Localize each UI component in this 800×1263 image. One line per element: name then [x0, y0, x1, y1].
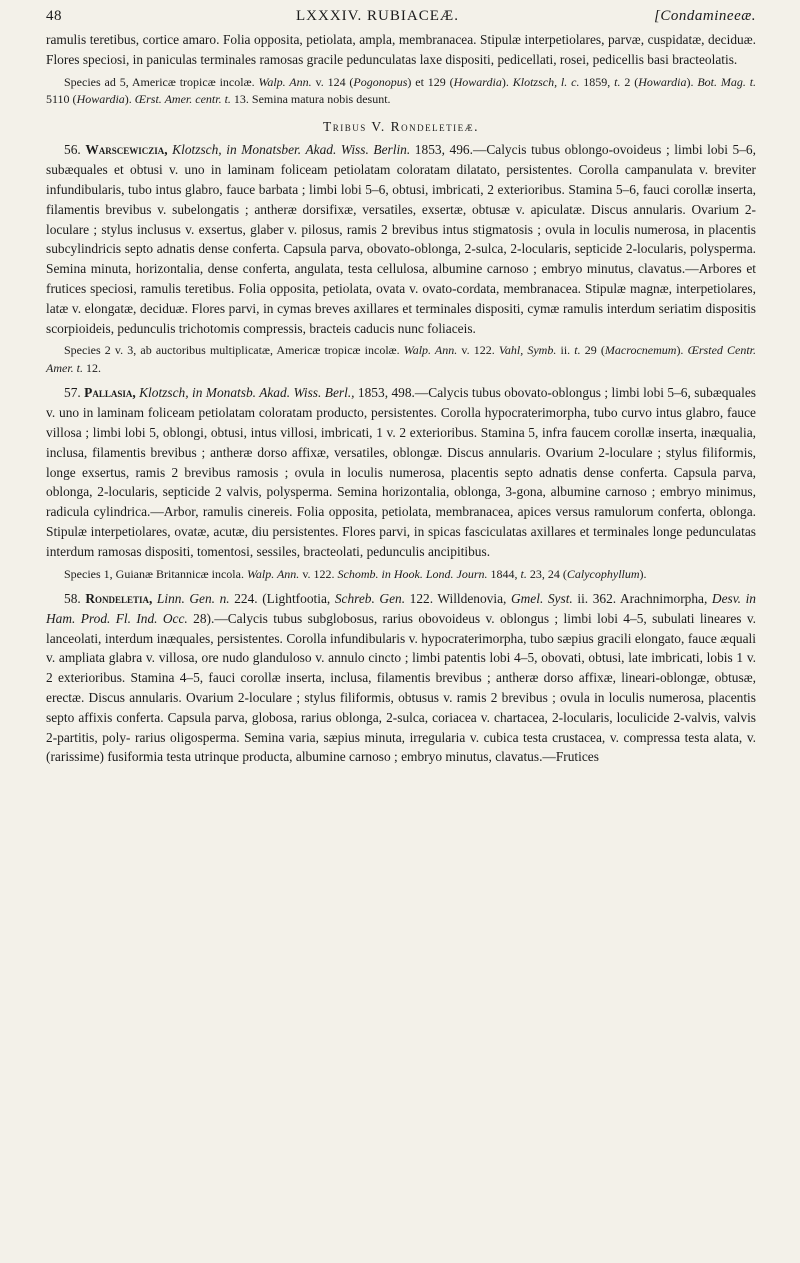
genus-number: 56.	[64, 142, 86, 158]
page-number: 48	[46, 8, 62, 24]
genus-57-pallasia	[46, 383, 756, 561]
genus-description: 1853, 496.—Calycis tubus oblongo-ovoideus ; limbi lobi 5–6, subæquales et obtusi v. uno in laminam foliceam petiolatam coloratam dilatato, persistentes. Corolla campanulata v. breviter infundibularis, tubo intus glabro, fauce barbata ; limbi lobi 5–6, obtusi, imbricati, 2 exterioribus. Stamina 5–6, fauci corollæ inserta, filamentis brevibus v. subelongatis ; antheræ dorsifixæ, versatiles, exsertæ, obtusæ v. apiculatæ. Discus annularis. Ovarium 2-loculare ; stylus inclusus v. exsertus, glaber v. pilosus, ramis 2 brevibus intus stigmatosis ; ovula in loculis numerosa, in placentis subcylindricis septo adnatis dense conferta. Capsula parva, obovato-oblonga, 2-sulca, 2-locularis, septicide 2-locularis, polysperma. Semina minuta, horizontalia, dense conferta, angulata, testa cellulosa, albumine carnoso ; embryo minutus, clavatus.—Arbores et frutices speciosi, ramulis teretibus. Folia opposita, petiolata, ovata v. ovato-cordata, membranacea. Stipulæ magnæ, interpetiolares, latæ v. elongatæ, deciduæ. Flores parvi, in cymas breves axillares et terminales dispositi, cymæ ramulis interdum seriatim dispositis scorpioideis, pedunculis trichotomis compressis, bracteis caducis nunc foliaceis.	[46, 142, 756, 336]
tribe-heading: Tribus V. Rondeletieæ.	[322, 118, 479, 134]
genus-name: Pallasia,	[84, 385, 136, 401]
genus-authority: Klotzsch, in Monatsb. Akad. Wiss. Berl.,	[135, 385, 355, 401]
genus-number: 58.	[64, 591, 86, 607]
genus-58-rondeletia: 58. Rondeletia, Linn. Gen. n. 224. (Lightfootia, Schreb. Gen. 122. Willdenovia, Gmel. Syst. ii. 362. Arachnimorpha, Desv. in Ham. Prod. Fl. Ind. Occ. 28).—Calycis tubus subglobosus, rarius obovoideus v. oblongus ; limbi lobi 4–5, subulati lineares v. lanceolati, interdum inæquales, persistentes. Corolla infundibularis v. hypocraterimorpha, tubo sæpius gracili elongato, fauce æquali v. ampliata glabra v. villosa, ore nudo glanduloso v. annulo cincto ; limbi patentis lobi 4–5, obovati, obtusi, late imbricati, lobis 1 v. 2 exterioribus. Stamina 4–5, fauci corollæ inserta, inclusa, filamentis brevibus ; antheræ dorso affixæ, lineari-oblongæ, obtusæ, erectæ. Discus annularis. Ovarium 2-loculare ; stylus filiformis, obtusus v. ramis 2 brevibus ; ovula in loculis numerosa, placentis septo affixis conferta. Capsula parva, globosa, rarius oblonga, 2-sulca, coriacea v. chartacea, 2-locularis, loculicide 2-valvis, valvis 2-partitis, poly- rarius oligosperma. Semina varia, sæpius minuta, irregularia v. cubica testa crustacea, v. compressa testa alata, v. (rarissime) fusiformia testa utrinque producta, albumine carnoso ; embryo minutus, clavatus.—Frutices	[46, 591, 757, 765]
paragraph-continuation: ramulis teretibus, cortice amaro. Folia opposita, petiolata, ampla, membranacea. Stipulæ interpetiolares, parvæ, cuspidatæ, deciduæ. Flores speciosi, in paniculas terminales ramosas gracile pedunculatas laxe dispositi, pedicellati, rosei, pedicellis basi bracteolatis.	[46, 32, 756, 67]
species-note-howardia: Species ad 5, Americæ tropicæ incolæ. Walp. Ann. v. 124 (Pogonopus) et 129 (Howardia). Klotzsch, l. c. 1859, t. 2 (Howardia). Bot. Mag. t. 5110 (Howardia). Œrst. Amer. centr. t. 13. Semina matura nobis desunt.	[46, 74, 757, 107]
genus-name: Rondeletia,	[85, 591, 153, 607]
genus-name: Warscewiczia,	[85, 142, 168, 158]
genus-authority: Klotzsch, in Monatsber. Akad. Wiss. Berlin.	[167, 142, 411, 158]
genus-56-warscewiczia	[46, 140, 756, 338]
species-note-warscewiczia: Species 2 v. 3, ab auctoribus multiplicatæ, Americæ tropicæ incolæ. Walp. Ann. v. 122. Vahl, Symb. ii. t. 29 (Macrocnemum). Œrsted Centr. Amer. t. 12.	[46, 343, 757, 375]
genus-description: 1853, 498.—Calycis tubus obovato-oblongus ; limbi lobi 5–6, subæquales v. uno in laminam foliceam petiolatam coloratam producto, persistentes. Corolla hypocraterimorpha, tubo curvo intus glabro, fauce villosa ; limbi lobi 5, oblongi, obtusi, intus villosi, imbricati, 1 v. 2 exterioribus. Stamina 5, infra faucem corollæ inserta, inæqualia, inclusa, filamentis brevibus ; antheræ dorso affixæ, versatiles, oblongæ. Discus annularis. Ovarium 2-loculare ; stylus filiformis, longe exsertus, ramis 2 brevibus ramosis ; ovula in loculis numerosa, placentis septo adnatis dense conferta. Capsula parva, oblonga, 2-locularis, septicide 2 valvis, polysperma. Semina horizontalia, oblonga, 3-gona, albumine carnoso ; embryo minimus, radicula cylindrica.—Arbor, ramulis cinereis. Folia opposita, petiolata, membranacea, apices versus ramulorum conferta, oblonga. Stipulæ interpetiolares, ovatæ, acutæ, diu persistentes. Flores parvi, in spicas fasciculatas axillares et terminales longe pedunculatas interdum ramosas dispositi, tomentosi, sessiles, bracteolati, pedunculis ancipitibus.	[46, 385, 757, 559]
page-header	[46, 4, 756, 30]
genus-authority: Linn. Gen. n.	[152, 591, 230, 607]
book-page	[46, 0, 756, 767]
page-body	[46, 30, 756, 767]
section-label: [Condamineeæ.	[654, 8, 756, 24]
genus-description: 28).—Calycis tubus subglobosus, rarius obovoideus v. oblongus ; limbi lobi 4–5, subulati lineares v. lanceolati, interdum inæquales, persistentes. Corolla infundibularis v. hypocraterimorpha, tubo sæpius gracili elongato, fauce æquali v. ampliata glabra v. villosa, ore nudo glanduloso v. annulo cincto ; limbi patentis lobi 4–5, obovati, obtusi, late imbricati, lobis 1 v. 2 exterioribus. Stamina 4–5, fauci corollæ inserta, inclusa, filamentis brevibus ; antheræ dorso affixæ, lineari-oblongæ, obtusæ, erectæ. Discus annularis. Ovarium 2-loculare ; stylus filiformis, obtusus v. ramis 2 brevibus ; ovula in loculis numerosa, placentis septo affixis conferta. Capsula parva, globosa, rarius oblonga, 2-sulca, coriacea v. chartacea, 2-locularis, loculicide 2-valvis, valvis 2-partitis, poly- rarius oligosperma. Semina varia, sæpius minuta, irregularia v. cubica testa crustacea, v. compressa testa alata, v. (rarissime) fusiformia testa utrinque producta, albumine carnoso ; embryo minutus, clavatus.—Frutices	[46, 610, 756, 765]
species-note-pallasia: Species 1, Guianæ Britannicæ incola. Walp. Ann. v. 122. Schomb. in Hook. Lond. Journ. 1844, t. 23, 24 (Calycophyllum).	[64, 566, 647, 581]
running-title: LXXXIV. RUBIACEÆ.	[296, 8, 459, 24]
genus-number: 57.	[64, 385, 85, 401]
